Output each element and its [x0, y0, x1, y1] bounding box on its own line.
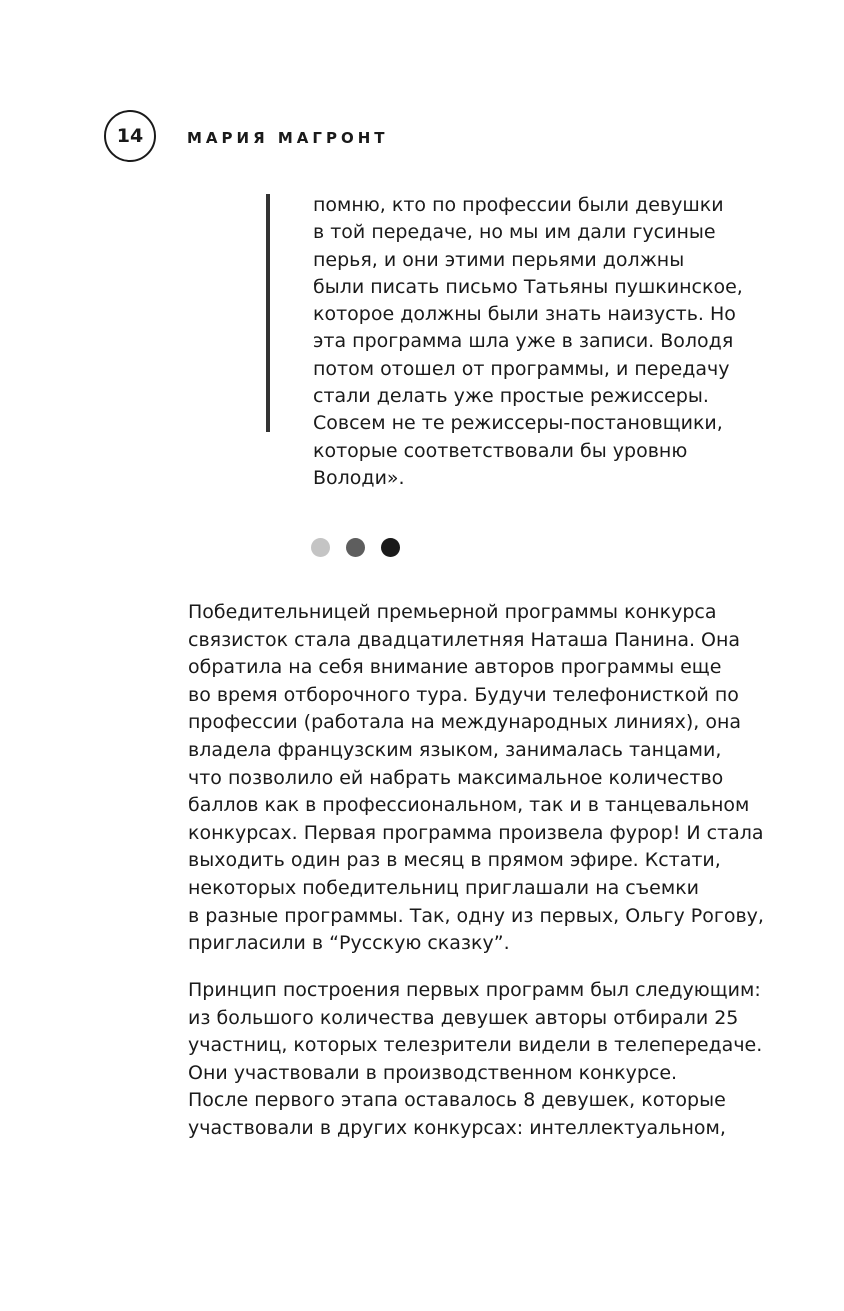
- page-number: 14: [104, 110, 156, 162]
- body-line: во время отборочного тура. Будучи телефонисткой по: [188, 683, 739, 706]
- body-line: конкурсах. Первая программа произвела фурор! И стала: [188, 821, 764, 844]
- running-header-author: МАРИЯ МАГРОНТ: [187, 129, 389, 147]
- body-line: пригласили в “Русскую сказку”.: [188, 932, 510, 955]
- quote-line: которые соответствовали бы уровню: [313, 439, 688, 462]
- body-line: некоторых победительниц приглашали на съемки: [188, 876, 700, 899]
- body-line: участвовали в других конкурсах: интеллектуальном,: [188, 1116, 726, 1139]
- quote-line: были писать письмо Татьяны пушкинское,: [313, 275, 743, 298]
- quote-line: Володи».: [313, 466, 405, 489]
- divider-dot-medium: [346, 538, 365, 557]
- body-line: выходить один раз в месяц в прямом эфире. Кстати,: [188, 849, 721, 872]
- quote-line: стали делать уже простые режиссеры.: [313, 385, 709, 408]
- body-line: Победительницей премьерной программы конкурса: [188, 601, 717, 623]
- body-line: После первого этапа оставалось 8 девушек, которые: [188, 1089, 726, 1112]
- quote-block: [313, 192, 783, 492]
- quote-line: Совсем не те режиссеры-постановщики,: [313, 412, 723, 435]
- quote-line: в той передаче, но мы им дали гусиные: [313, 221, 716, 244]
- quote-line: помню, кто по профессии были девушки: [313, 194, 724, 216]
- body-line: из большого количества девушек авторы отбирали 25: [188, 1006, 739, 1029]
- body-line: Они участвовали в производственном конкурсе.: [188, 1061, 678, 1084]
- paragraph-2: [188, 977, 768, 1143]
- divider-dot-light: [311, 538, 330, 557]
- divider-dot-dark: [381, 538, 400, 557]
- body-line: баллов как в профессиональном, так и в танцевальном: [188, 794, 750, 817]
- body-line: профессии (работала на международных линиях), она: [188, 711, 742, 734]
- body-line: владела французским языком, занималась танцами,: [188, 738, 722, 761]
- body-line: Принцип построения первых программ был следующим:: [188, 979, 761, 1001]
- quote-line: перья, и они этими перьями должны: [313, 248, 685, 271]
- body-line: связисток стала двадцатилетняя Наташа Панина. Она: [188, 628, 741, 651]
- body-line: обратила на себя внимание авторов программы еще: [188, 656, 722, 679]
- quote-bar: [266, 194, 270, 432]
- body-line: участниц, которых телезрители видели в телепередаче.: [188, 1034, 763, 1057]
- body-line: в разные программы. Так, одну из первых, Ольгу Рогову,: [188, 904, 764, 927]
- quote-line: которое должны были знать наизусть. Но: [313, 303, 736, 326]
- quote-line: эта программа шла уже в записи. Володя: [313, 330, 734, 353]
- body-line: что позволило ей набрать максимальное количество: [188, 766, 724, 789]
- section-divider: [311, 538, 400, 558]
- quote-line: потом отошел от программы, и передачу: [313, 357, 730, 380]
- paragraph-1: [188, 599, 768, 958]
